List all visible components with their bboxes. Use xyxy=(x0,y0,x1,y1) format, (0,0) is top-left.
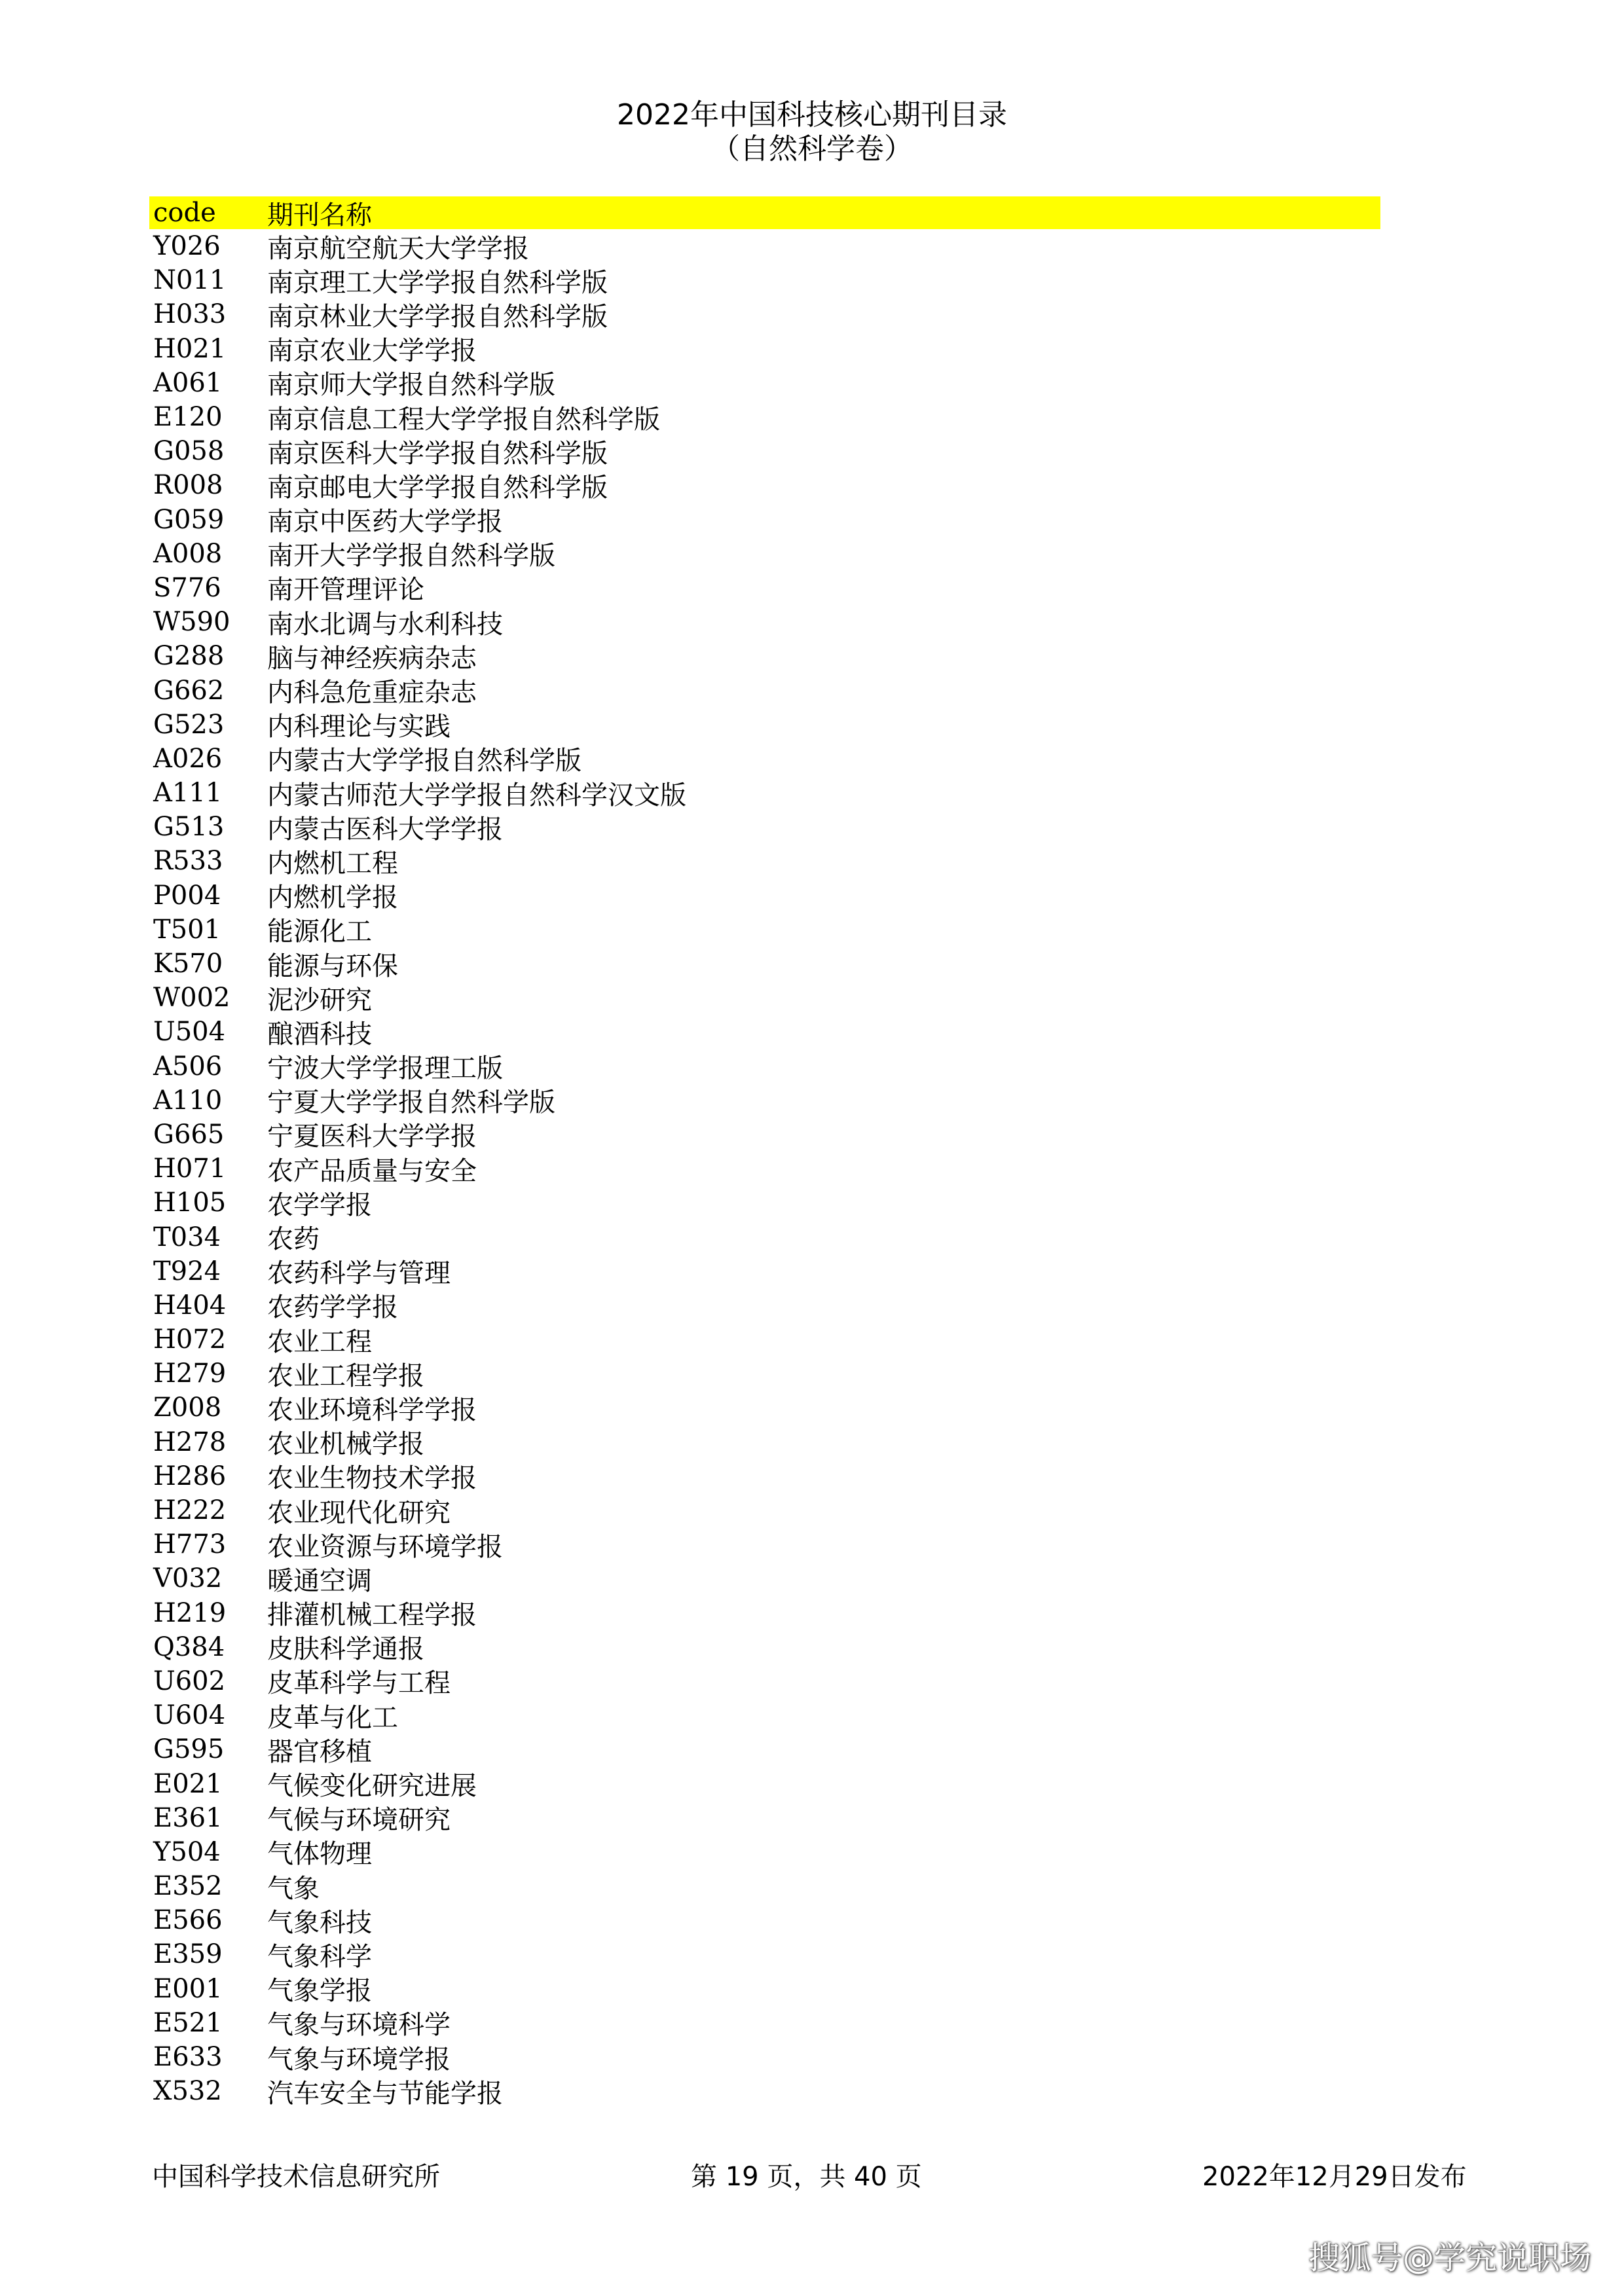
journal-name: 器官移植 xyxy=(267,1736,372,1767)
table-row xyxy=(149,229,1380,263)
journal-name: 气象与环境科学 xyxy=(267,2010,451,2041)
table-row xyxy=(149,1459,1380,1493)
journal-name: 南开管理评论 xyxy=(267,575,424,606)
journal-code: T501 xyxy=(153,914,221,945)
journal-name: 气象与环境学报 xyxy=(267,2044,451,2075)
table-row xyxy=(149,2006,1380,2040)
journal-code: E120 xyxy=(153,402,223,433)
journal-code: E359 xyxy=(153,1939,223,1970)
journal-name: 皮革科学与工程 xyxy=(267,1668,451,1699)
journal-code: G595 xyxy=(153,1734,225,1765)
journal-code: S776 xyxy=(153,572,221,603)
journal-name: 内燃机学报 xyxy=(267,883,398,913)
table-row xyxy=(149,1596,1380,1630)
journal-code: A061 xyxy=(153,367,223,398)
table-row xyxy=(149,1391,1380,1425)
journal-name: 南京信息工程大学学报自然科学版 xyxy=(267,404,660,435)
table-row xyxy=(149,810,1380,844)
journal-code: G665 xyxy=(153,1119,225,1150)
table-row xyxy=(149,1015,1380,1049)
table-row xyxy=(149,708,1380,742)
table-row xyxy=(149,605,1380,639)
table-row xyxy=(149,332,1380,366)
table-row xyxy=(149,1937,1380,1971)
table-row xyxy=(149,1357,1380,1391)
table-row xyxy=(149,1322,1380,1357)
journal-code: U604 xyxy=(153,1700,226,1731)
journal-name: 气候与环境研究 xyxy=(267,1805,451,1836)
journal-name: 南京邮电大学学报自然科学版 xyxy=(267,472,608,503)
journal-name: 内蒙古大学学报自然科学版 xyxy=(267,746,581,776)
journal-code: Y026 xyxy=(153,231,221,262)
journal-code: W590 xyxy=(153,607,231,638)
journal-name: 农业现代化研究 xyxy=(267,1497,451,1528)
journal-code: Q384 xyxy=(153,1631,225,1662)
journal-name: 农业环境科学学报 xyxy=(267,1394,477,1425)
journal-code: E566 xyxy=(153,1905,223,1936)
journal-name: 气体物理 xyxy=(267,1839,372,1870)
journal-code: A111 xyxy=(153,778,223,809)
journal-name: 内蒙古医科大学学报 xyxy=(267,814,503,845)
table-row xyxy=(149,981,1380,1015)
journal-code: G523 xyxy=(153,709,225,740)
table-row xyxy=(149,297,1380,331)
table-row xyxy=(149,1972,1380,2006)
journal-code: K570 xyxy=(153,949,223,979)
header-code: code xyxy=(153,198,216,228)
journal-code: V032 xyxy=(153,1563,223,1594)
journal-name: 宁波大学学报理工版 xyxy=(267,1053,503,1084)
table-row xyxy=(149,1698,1380,1732)
journal-name: 气象科学 xyxy=(267,1941,372,1972)
journal-name: 南京农业大学学报 xyxy=(267,336,477,367)
journal-code: H278 xyxy=(153,1427,227,1457)
table-row xyxy=(149,468,1380,502)
table-row xyxy=(149,571,1380,605)
journal-name: 农业工程 xyxy=(267,1326,372,1357)
table-row xyxy=(149,1186,1380,1220)
journal-code: G662 xyxy=(153,675,225,706)
journal-name: 内蒙古师范大学学报自然科学汉文版 xyxy=(267,780,686,811)
journal-code: E021 xyxy=(153,1768,223,1799)
table-row xyxy=(149,639,1380,673)
table-row xyxy=(149,673,1380,707)
journal-code: Y504 xyxy=(153,1836,221,1867)
journal-code: E352 xyxy=(153,1871,223,1902)
journal-name: 气候变化研究进展 xyxy=(267,1771,477,1802)
journal-name: 内科理论与实践 xyxy=(267,712,451,742)
journal-code: A110 xyxy=(153,1085,223,1116)
watermark: 搜狐号@学究说职场 xyxy=(1308,2240,1591,2276)
journal-name: 能源与环保 xyxy=(267,951,398,981)
journal-code: N011 xyxy=(153,265,227,296)
table-row xyxy=(149,1903,1380,1937)
table-row xyxy=(149,1664,1380,1698)
table-row xyxy=(149,1732,1380,1766)
journal-name: 内燃机工程 xyxy=(267,848,398,879)
journal-code: U602 xyxy=(153,1666,226,1696)
journal-code: R008 xyxy=(153,470,223,501)
journal-code: H033 xyxy=(153,299,227,330)
journal-code: H219 xyxy=(153,1597,227,1628)
journal-name: 泥沙研究 xyxy=(267,985,372,1015)
table-row xyxy=(149,1527,1380,1561)
table-row xyxy=(149,1630,1380,1664)
table-row xyxy=(149,1288,1380,1322)
journal-name: 皮肤科学通报 xyxy=(267,1634,424,1665)
journal-code: G288 xyxy=(153,641,225,672)
journal-code: P004 xyxy=(153,880,221,911)
document-subtitle: （自然科学卷） xyxy=(711,132,913,166)
table-row xyxy=(149,263,1380,297)
table-row xyxy=(149,1493,1380,1527)
journal-name: 农业生物技术学报 xyxy=(267,1463,477,1494)
table-row xyxy=(149,1425,1380,1459)
journal-code: T924 xyxy=(153,1256,221,1286)
journal-name: 宁夏大学学报自然科学版 xyxy=(267,1087,555,1118)
journal-name: 南京医科大学学报自然科学版 xyxy=(267,438,608,469)
journal-code: H072 xyxy=(153,1324,227,1355)
journal-name: 农药科学与管理 xyxy=(267,1258,451,1289)
footer-page-info: 第 19 页，共 40 页 xyxy=(691,2162,922,2192)
table-row xyxy=(149,1835,1380,1869)
journal-code: W002 xyxy=(153,983,231,1013)
journal-name: 脑与神经疾病杂志 xyxy=(267,643,477,674)
journal-code: A008 xyxy=(153,538,223,569)
table-body xyxy=(149,229,1380,2108)
journal-code: A026 xyxy=(153,743,223,774)
table-row xyxy=(149,1254,1380,1288)
journal-code: H279 xyxy=(153,1358,227,1389)
table-header-row xyxy=(149,196,1380,229)
table-row xyxy=(149,1118,1380,1152)
journal-name: 农药学学报 xyxy=(267,1292,398,1323)
table-row xyxy=(149,1801,1380,1835)
journal-code: H404 xyxy=(153,1290,227,1321)
table-row xyxy=(149,434,1380,468)
table-row xyxy=(149,537,1380,571)
journal-code: Z008 xyxy=(153,1393,222,1423)
journal-table xyxy=(149,196,1380,2108)
footer-date: 2022年12月29日发布 xyxy=(1202,2162,1467,2192)
journal-name: 气象科技 xyxy=(267,1907,372,1938)
journal-code: G513 xyxy=(153,812,225,843)
table-row xyxy=(149,776,1380,810)
header-name: 期刊名称 xyxy=(267,200,372,230)
journal-name: 皮革与化工 xyxy=(267,1702,398,1733)
journal-code: E633 xyxy=(153,2042,223,2073)
journal-name: 气象学报 xyxy=(267,1976,372,2007)
table-row xyxy=(149,1561,1380,1595)
journal-name: 南京航空航天大学学报 xyxy=(267,233,529,264)
table-row xyxy=(149,2040,1380,2074)
journal-code: E361 xyxy=(153,1802,223,1833)
table-row xyxy=(149,1766,1380,1800)
table-row xyxy=(149,913,1380,947)
journal-name: 农学学报 xyxy=(267,1190,372,1220)
table-row xyxy=(149,844,1380,878)
journal-name: 宁夏医科大学学报 xyxy=(267,1121,477,1152)
journal-code: H773 xyxy=(153,1529,227,1560)
journal-code: E521 xyxy=(153,2007,223,2038)
journal-name: 农业工程学报 xyxy=(267,1360,424,1391)
journal-name: 农产品质量与安全 xyxy=(267,1156,477,1186)
journal-name: 南京林业大学学报自然科学版 xyxy=(267,301,608,332)
table-row xyxy=(149,879,1380,913)
journal-name: 南水北调与水利科技 xyxy=(267,609,503,640)
journal-code: H286 xyxy=(153,1461,227,1491)
journal-code: G058 xyxy=(153,436,225,467)
journal-name: 排灌机械工程学报 xyxy=(267,1600,477,1631)
journal-code: T034 xyxy=(153,1222,221,1252)
journal-code: H222 xyxy=(153,1495,227,1526)
table-row xyxy=(149,503,1380,537)
journal-name: 南京中医药大学学报 xyxy=(267,507,503,538)
journal-code: U504 xyxy=(153,1017,226,1048)
journal-name: 南京理工大学学报自然科学版 xyxy=(267,267,608,298)
table-row xyxy=(149,366,1380,400)
journal-code: A506 xyxy=(153,1051,223,1082)
journal-name: 农业机械学报 xyxy=(267,1429,424,1460)
journal-name: 酿酒科技 xyxy=(267,1019,372,1049)
journal-name: 能源化工 xyxy=(267,917,372,947)
journal-name: 农药 xyxy=(267,1224,320,1255)
table-row xyxy=(149,1220,1380,1254)
journal-code: H071 xyxy=(153,1154,227,1184)
table-row xyxy=(149,2074,1380,2108)
journal-code: X532 xyxy=(153,2076,222,2107)
journal-code: R533 xyxy=(153,846,223,877)
table-row xyxy=(149,1084,1380,1118)
table-row xyxy=(149,1152,1380,1186)
journal-name: 农业资源与环境学报 xyxy=(267,1531,503,1562)
table-row xyxy=(149,742,1380,776)
journal-name: 南开大学学报自然科学版 xyxy=(267,541,555,572)
table-row xyxy=(149,400,1380,434)
table-row xyxy=(149,1869,1380,1903)
journal-name: 气象 xyxy=(267,1873,320,1904)
journal-code: H105 xyxy=(153,1188,227,1218)
table-row xyxy=(149,947,1380,981)
journal-code: H021 xyxy=(153,333,227,364)
journal-name: 汽车安全与节能学报 xyxy=(267,2078,503,2109)
document-title: 2022年中国科技核心期刊目录 xyxy=(617,98,1007,132)
journal-name: 暖通空调 xyxy=(267,1565,372,1596)
footer-publisher: 中国科学技术信息研究所 xyxy=(152,2162,440,2192)
journal-name: 内科急危重症杂志 xyxy=(267,678,477,708)
journal-name: 南京师大学报自然科学版 xyxy=(267,370,555,401)
table-row xyxy=(149,1049,1380,1084)
journal-code: E001 xyxy=(153,1973,223,2004)
journal-code: G059 xyxy=(153,504,225,535)
